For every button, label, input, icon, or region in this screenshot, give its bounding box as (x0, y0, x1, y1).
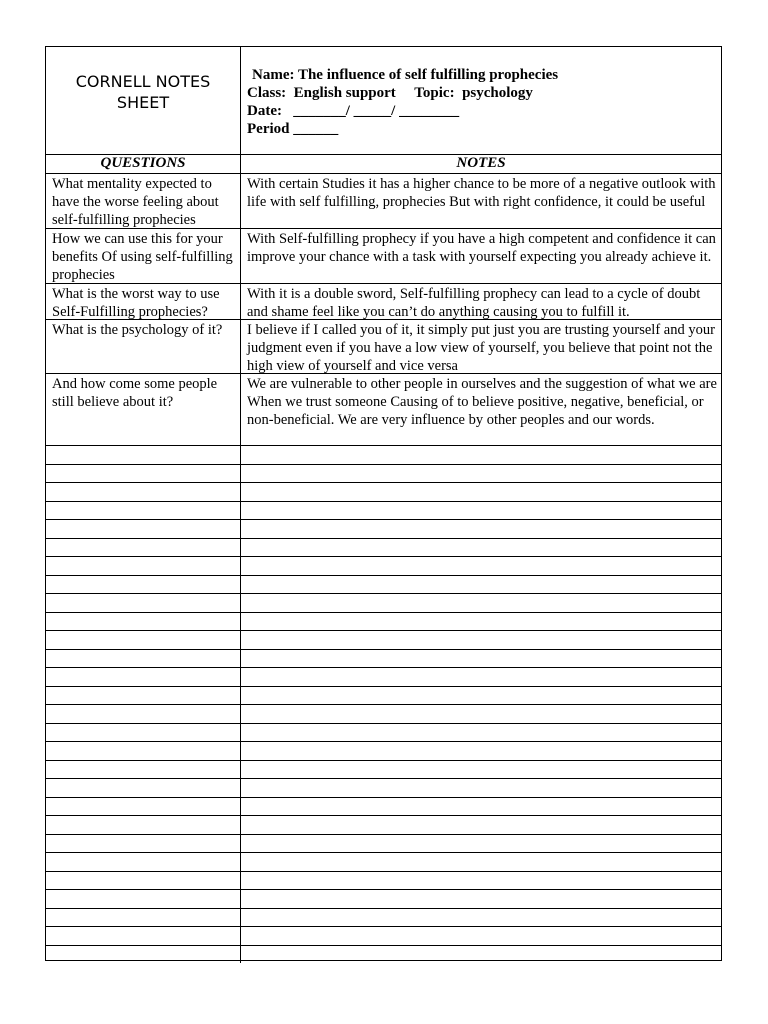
blank-row (46, 482, 721, 501)
class-topic-field: Class: English support Topic: psychology (247, 85, 533, 101)
table-row (46, 283, 721, 319)
question-cell: What is the psychology of it? (46, 320, 241, 373)
table-row (46, 228, 721, 283)
blank-row (46, 686, 721, 705)
column-divider (240, 650, 241, 668)
question-cell: How we can use this for your benefits Of using self-fulfilling prophecies (46, 229, 241, 283)
blank-row (46, 538, 721, 557)
sheet-title-line2: SHEET (116, 93, 170, 112)
question-cell: And how come some people still believe about it? (46, 374, 241, 445)
column-divider (240, 668, 241, 686)
column-divider (240, 779, 241, 797)
blank-row (46, 778, 721, 797)
period-field: Period ______ (247, 121, 339, 137)
sheet-header (46, 47, 721, 155)
blank-row (46, 575, 721, 594)
column-divider (240, 705, 241, 723)
blank-row (46, 815, 721, 834)
column-divider (240, 909, 241, 927)
column-divider (240, 724, 241, 742)
blank-row (46, 908, 721, 927)
column-divider (240, 465, 241, 483)
table-row (46, 373, 721, 445)
column-divider (240, 631, 241, 649)
blank-row (46, 445, 721, 464)
blank-row (46, 612, 721, 631)
column-divider (240, 613, 241, 631)
blank-row (46, 667, 721, 686)
blank-row (46, 797, 721, 816)
question-cell: What mentality expected to have the worse feeling about self-fulfilling prophecies (46, 174, 241, 228)
blank-row (46, 556, 721, 575)
column-divider (240, 446, 241, 464)
blank-row (46, 871, 721, 890)
column-divider (240, 557, 241, 575)
column-divider (240, 927, 241, 945)
column-divider (240, 742, 241, 760)
blank-row (46, 593, 721, 612)
note-cell: With certain Studies it has a higher chance to be more of a negative outlook with life with self fulfilling, prophecies But with right confidence, it could be useful (247, 176, 716, 210)
column-divider (240, 539, 241, 557)
note-cell: With it is a double sword, Self-fulfilling prophecy can lead to a cycle of doubt and shame feel like you can’t do anything causing you to fulfill it. (247, 286, 701, 320)
column-divider (240, 483, 241, 501)
blank-row (46, 519, 721, 538)
blank-row (46, 464, 721, 483)
table-row (46, 319, 721, 373)
blank-row (46, 926, 721, 945)
column-divider (240, 946, 241, 964)
note-cell: We are vulnerable to other people in ourselves and the suggestion of what we are When we trust someone Causing of to believe positive, negative, beneficial, or non-beneficial. We are very influence by other peoples and our words. (247, 376, 717, 428)
column-divider (240, 890, 241, 908)
header-info (241, 47, 721, 154)
column-divider (240, 835, 241, 853)
notes-column-header: NOTES (456, 155, 506, 171)
note-cell: With Self-fulfilling prophecy if you have a high competent and confidence it can improve your chance with a task with yourself expecting you already achieve it. (247, 231, 716, 265)
blank-row (46, 649, 721, 668)
column-divider (240, 761, 241, 779)
blank-row (46, 704, 721, 723)
question-cell: What is the worst way to use Self-Fulfilling prophecies? (46, 284, 241, 319)
column-divider (240, 520, 241, 538)
blank-row (46, 630, 721, 649)
blank-row (46, 501, 721, 520)
column-divider (240, 502, 241, 520)
sheet-title-line1: CORNELL NOTES (75, 72, 211, 91)
name-field: Name: The influence of self fulfilling prophecies (252, 67, 559, 83)
table-row (46, 173, 721, 228)
column-divider (240, 853, 241, 871)
blank-row (46, 723, 721, 742)
cornell-notes-sheet (45, 46, 722, 961)
column-divider (240, 576, 241, 594)
column-divider (240, 594, 241, 612)
questions-column-header: QUESTIONS (46, 155, 241, 173)
column-divider (240, 687, 241, 705)
blank-row (46, 760, 721, 779)
column-divider (240, 798, 241, 816)
sheet-title (46, 47, 241, 154)
blank-row (46, 741, 721, 760)
date-field: Date: _______/ _____/ ________ (247, 103, 460, 119)
blank-row (46, 945, 721, 964)
blank-row (46, 852, 721, 871)
blank-row (46, 889, 721, 908)
column-divider (240, 872, 241, 890)
column-divider (240, 816, 241, 834)
blank-row (46, 834, 721, 853)
note-cell: I believe if I called you of it, it simply put just you are trusting yourself and your judgment even if you have a low view of yourself, you believe that point not the high view of yourself and vice versa (247, 322, 715, 374)
